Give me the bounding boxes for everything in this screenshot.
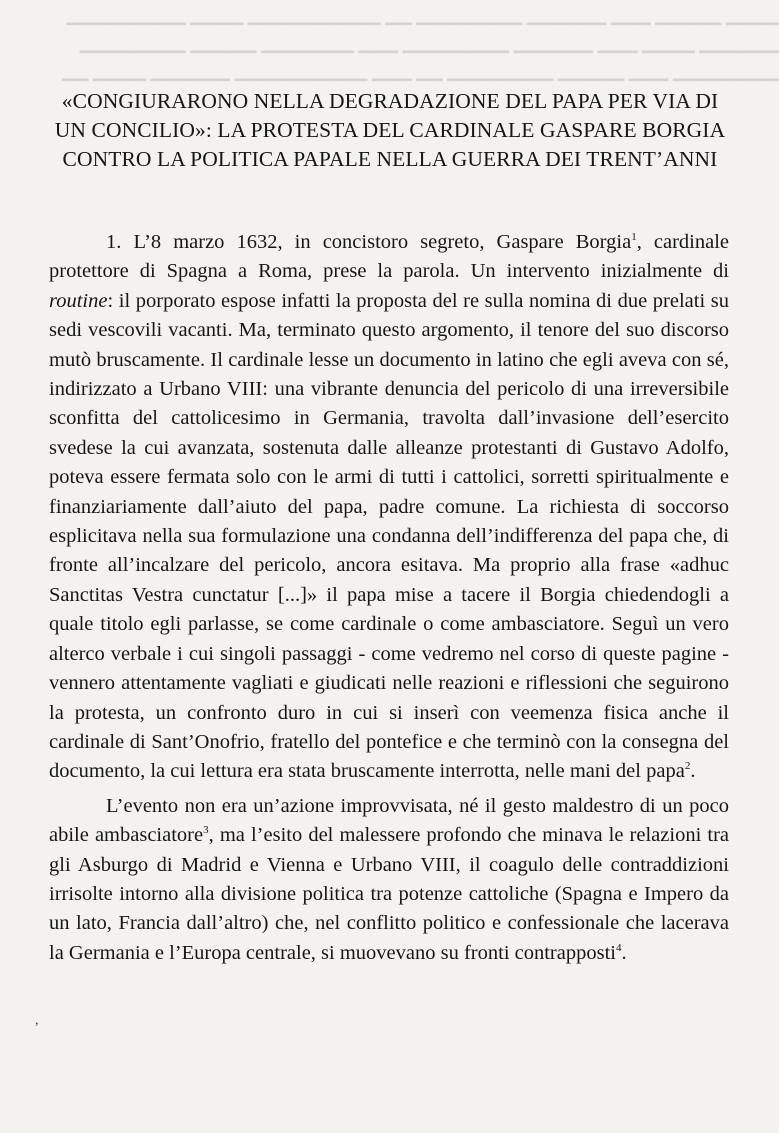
paragraph [49, 228, 729, 787]
title-line: CONTRO LA POLITICA PAPALE NELLA GUERRA DEI TRENT’ANNI [62, 147, 718, 171]
margin-mark: , [35, 1013, 39, 1028]
text-run: 1. L’8 marzo 1632, in concistoro segreto, Gaspare Borgia [106, 231, 632, 253]
bleed-through-texture: ▁▁▁▁ ▁▁▁▁▁ ▁▁▁ ▁▁▁▁▁▁ ▁▁▁▁▁▁▁▁ ▁▁ ▁▁▁▁▁▁▁▁▁▁ ▁▁▁▁ ▁▁▁▁▁▁▁▁▁ [66, 6, 779, 25]
footnote-ref: 4 [615, 941, 622, 954]
text-run: : il porporato espose infatti la proposta del re sulla nomina di due prelati su sedi vescovili vacanti. Ma, terminato questo argomento, il tenore del suo discorso mutò bruscamente. Il cardinale lesse un documento in latino che egli aveva con sé, indirizzato a Urbano VIII: una vibrante denuncia del pericolo di una irreversibile sconfitta del cattolicesimo in Germania, travolta dall’invasione dell’esercito svedese la cui avanzata, sostenuta dalle alleanze protestanti di Gustavo Adolfo, poteva essere fermata solo con le armi di tutti i cattolici, sorretti spiritualmente e finanziariamente dall’aiuto del papa, padre comune. La richiesta di soccorso esplicitava nella sua formulazione una condanna dell’indifferenza del papa che, di fronte all’incalzare del pericolo, ancora esitava. Ma proprio alla frase «adhuc Sanctitas Vestra cunctatur [...]» il papa mise a tacere il Borgia chiedendogli a quale titolo egli parlasse, se come cardinale o come ambasciatore. Seguì un vero alterco verbale i cui singoli passaggi - come vedremo nel corso di queste pagine - vennero attentamente vagliati e giudicati nelle reazioni e riflessioni che seguirono la protesta, un confronto duro in cui si inserì con veemenza fisica anche il cardinale di Sant’Onofrio, fratello del pontefice e che terminò con la consegna del documento, la cui lettura era stata bruscamente interrotta, nelle mani del papa [49, 289, 729, 783]
chapter-title [40, 87, 740, 174]
text-run: L’evento non era un’azione improvvisata, né il gesto maldestro di un poco abile ambasciatore [49, 794, 729, 847]
title-line: UN CONCILIO»: LA PROTESTA DEL CARDINALE GASPARE BORGIA [54, 118, 726, 142]
footnote-ref: 2 [684, 760, 691, 773]
title-line: «CONGIURARONO NELLA DEGRADAZIONE DEL PAPA PER VIA DI [61, 89, 719, 113]
text-run: . [621, 941, 627, 964]
footnote-ref: 1 [631, 231, 637, 243]
footnote-ref: 3 [203, 824, 209, 837]
text-run: , cardinale protettore di Spagna a Roma, prese la parola. Un intervento inizialmente di [49, 231, 729, 283]
italic-term: routine [49, 289, 108, 312]
text-run: . [690, 760, 696, 783]
body-text [49, 228, 729, 968]
bleed-through-texture: ▁▁▁▁▁▁ ▁▁▁▁ ▁▁▁ ▁▁▁▁▁▁ ▁▁▁▁▁▁▁▁ ▁▁▁ ▁▁▁▁▁▁▁ ▁▁▁▁▁ ▁▁▁▁▁▁▁▁ [79, 34, 779, 53]
paragraph [49, 792, 729, 968]
bleed-through-texture: ▁▁▁▁▁▁▁▁ ▁▁▁ ▁▁▁▁▁ ▁▁▁▁▁▁▁▁ ▁▁ ▁▁▁ ▁▁▁▁▁▁▁▁▁▁ ▁▁▁▁▁▁ ▁▁▁▁ ▁▁ [61, 62, 779, 81]
text-run: , ma l’esito del malessere profondo che minava le relazioni tra gli Asburgo di Madrid e Vienna e Urbano VIII, il coagulo delle contraddizioni irrisolte intorno alla divisione politica tra potenze cattoliche (Spagna e Impero da un lato, Francia dall’altro) che, nel conflitto politico e confessionale che lacerava la Germania e l’Europa centrale, si muovevano su fronti contrapposti [49, 824, 729, 964]
